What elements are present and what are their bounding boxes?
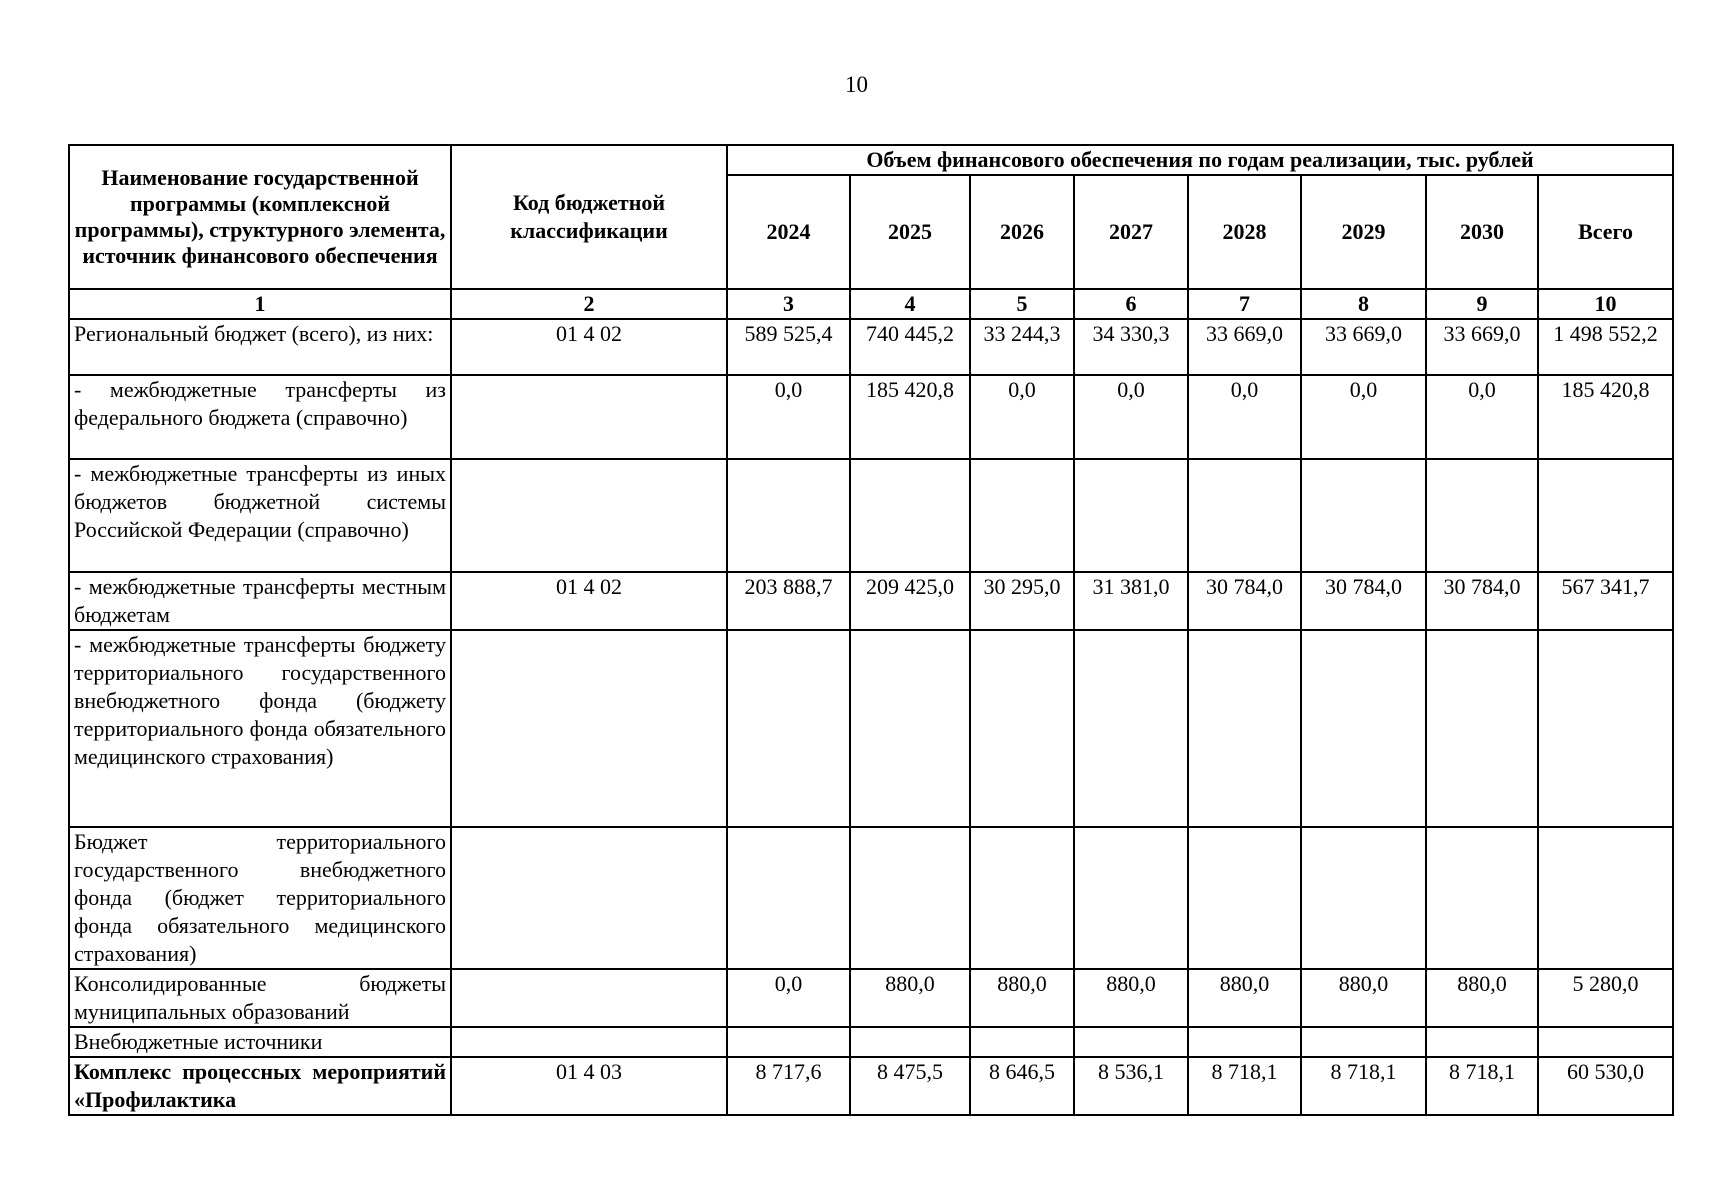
value-cell <box>1301 827 1426 969</box>
value-cell <box>850 630 970 827</box>
value-cell <box>1538 459 1673 572</box>
value-cell <box>970 827 1074 969</box>
table-row <box>69 630 1673 827</box>
value-cell: 880,0 <box>1188 969 1301 1027</box>
value-cell <box>1426 459 1538 572</box>
value-cell: 0,0 <box>727 969 850 1027</box>
header-year: 2026 <box>970 175 1074 289</box>
value-cell: 31 381,0 <box>1074 572 1188 630</box>
value-cell: 880,0 <box>850 969 970 1027</box>
header-year: 2030 <box>1426 175 1538 289</box>
value-cell <box>1188 1027 1301 1057</box>
value-cell: 30 784,0 <box>1301 572 1426 630</box>
value-cell <box>1426 1027 1538 1057</box>
value-cell: 30 295,0 <box>970 572 1074 630</box>
row-code <box>451 630 727 827</box>
value-cell: 880,0 <box>1426 969 1538 1027</box>
row-name: - межбюджетные трансферты бюджету территориального государственного внебюджетного фонда (бюджету территориального фонда обязательного медицинского страхования) <box>69 630 451 827</box>
value-cell <box>1188 827 1301 969</box>
value-cell: 0,0 <box>1301 375 1426 459</box>
column-number: 4 <box>850 289 970 319</box>
row-name: Бюджет территориального государственного внебюджетного фонда (бюджет территориального фонда обязательного медицинского страхования) <box>69 827 451 969</box>
value-cell <box>1538 827 1673 969</box>
page-number: 10 <box>845 72 868 97</box>
row-name: Комплекс процессных мероприятий «Профилактика <box>69 1057 451 1115</box>
value-cell <box>970 459 1074 572</box>
value-cell: 30 784,0 <box>1188 572 1301 630</box>
table-row <box>69 1027 1673 1057</box>
row-name: - межбюджетные трансферты местным бюджетам <box>69 572 451 630</box>
value-cell <box>1074 827 1188 969</box>
column-number: 1 <box>69 289 451 319</box>
header-year: 2024 <box>727 175 850 289</box>
header-volume: Объем финансового обеспечения по годам реализации, тыс. рублей <box>727 145 1673 175</box>
column-number: 5 <box>970 289 1074 319</box>
table-row <box>69 459 1673 572</box>
row-name: - межбюджетные трансферты из иных бюджетов бюджетной системы Российской Федерации (справочно) <box>69 459 451 572</box>
row-code: 01 4 03 <box>451 1057 727 1115</box>
value-cell: 8 718,1 <box>1301 1057 1426 1115</box>
value-cell: 0,0 <box>1426 375 1538 459</box>
row-code: 01 4 02 <box>451 319 727 375</box>
value-cell: 0,0 <box>1188 375 1301 459</box>
value-cell: 185 420,8 <box>850 375 970 459</box>
table-row <box>69 319 1673 375</box>
value-cell: 567 341,7 <box>1538 572 1673 630</box>
value-cell: 5 280,0 <box>1538 969 1673 1027</box>
value-cell: 0,0 <box>970 375 1074 459</box>
value-cell: 33 669,0 <box>1188 319 1301 375</box>
value-cell <box>970 630 1074 827</box>
header-code: Код бюджетной классификации <box>451 145 727 289</box>
row-name: Региональный бюджет (всего), из них: <box>69 319 451 375</box>
row-code <box>451 459 727 572</box>
value-cell: 30 784,0 <box>1426 572 1538 630</box>
column-number: 7 <box>1188 289 1301 319</box>
row-name: Консолидированные бюджеты муниципальных образований <box>69 969 451 1027</box>
value-cell <box>1188 459 1301 572</box>
value-cell: 33 244,3 <box>970 319 1074 375</box>
value-cell: 0,0 <box>727 375 850 459</box>
column-number: 3 <box>727 289 850 319</box>
value-cell <box>727 1027 850 1057</box>
row-code <box>451 375 727 459</box>
value-cell: 8 718,1 <box>1426 1057 1538 1115</box>
row-code <box>451 1027 727 1057</box>
value-cell: 8 536,1 <box>1074 1057 1188 1115</box>
row-name: Внебюджетные источники <box>69 1027 451 1057</box>
header-year: 2025 <box>850 175 970 289</box>
value-cell: 8 717,6 <box>727 1057 850 1115</box>
header-total: Всего <box>1538 175 1673 289</box>
value-cell <box>1538 1027 1673 1057</box>
value-cell: 8 646,5 <box>970 1057 1074 1115</box>
value-cell: 740 445,2 <box>850 319 970 375</box>
value-cell: 880,0 <box>970 969 1074 1027</box>
header-year: 2028 <box>1188 175 1301 289</box>
table-row <box>69 969 1673 1027</box>
value-cell <box>1426 827 1538 969</box>
value-cell <box>850 827 970 969</box>
value-cell <box>1074 1027 1188 1057</box>
value-cell <box>1301 1027 1426 1057</box>
value-cell <box>1301 630 1426 827</box>
column-number: 2 <box>451 289 727 319</box>
value-cell <box>970 1027 1074 1057</box>
financing-table <box>68 144 1674 1116</box>
header-year: 2029 <box>1301 175 1426 289</box>
column-numbers-row <box>69 289 1673 319</box>
row-name: - межбюджетные трансферты из федерального бюджета (справочно) <box>69 375 451 459</box>
value-cell: 880,0 <box>1074 969 1188 1027</box>
value-cell <box>1426 630 1538 827</box>
value-cell <box>1074 630 1188 827</box>
value-cell: 589 525,4 <box>727 319 850 375</box>
row-code <box>451 969 727 1027</box>
value-cell: 8 475,5 <box>850 1057 970 1115</box>
value-cell <box>727 630 850 827</box>
value-cell <box>1301 459 1426 572</box>
value-cell: 209 425,0 <box>850 572 970 630</box>
value-cell <box>1188 630 1301 827</box>
column-number: 6 <box>1074 289 1188 319</box>
value-cell: 0,0 <box>1074 375 1188 459</box>
value-cell: 8 718,1 <box>1188 1057 1301 1115</box>
value-cell: 33 669,0 <box>1426 319 1538 375</box>
table-row <box>69 572 1673 630</box>
value-cell <box>1538 630 1673 827</box>
value-cell: 203 888,7 <box>727 572 850 630</box>
header-year: 2027 <box>1074 175 1188 289</box>
value-cell <box>1074 459 1188 572</box>
header-name: Наименование государственной программы (комплексной программы), структурного элемента, источник финансового обеспечения <box>69 145 451 289</box>
value-cell: 33 669,0 <box>1301 319 1426 375</box>
row-code <box>451 827 727 969</box>
column-number: 10 <box>1538 289 1673 319</box>
value-cell <box>850 1027 970 1057</box>
value-cell: 185 420,8 <box>1538 375 1673 459</box>
value-cell: 34 330,3 <box>1074 319 1188 375</box>
column-number: 8 <box>1301 289 1426 319</box>
value-cell <box>850 459 970 572</box>
value-cell <box>727 459 850 572</box>
value-cell <box>727 827 850 969</box>
table-row <box>69 827 1673 969</box>
row-code: 01 4 02 <box>451 572 727 630</box>
column-number: 9 <box>1426 289 1538 319</box>
value-cell: 880,0 <box>1301 969 1426 1027</box>
table-row <box>69 375 1673 459</box>
value-cell: 60 530,0 <box>1538 1057 1673 1115</box>
table-row <box>69 1057 1673 1115</box>
value-cell: 1 498 552,2 <box>1538 319 1673 375</box>
